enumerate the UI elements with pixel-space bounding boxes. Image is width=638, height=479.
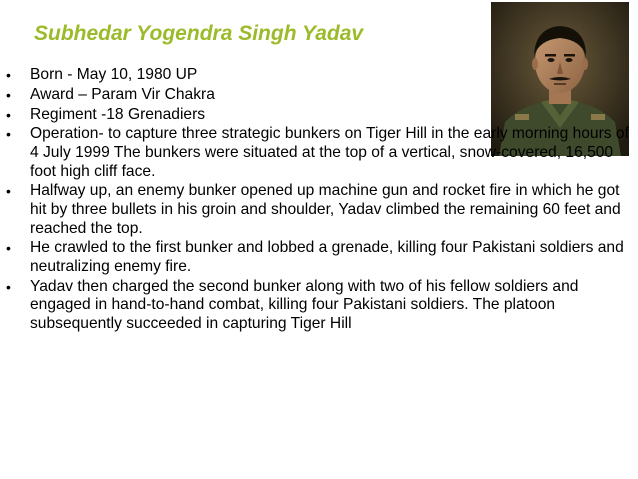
bullet-marker: • (6, 106, 11, 123)
bullet-text: Operation- to capture three strategic bunkers on Tiger Hill in the early morning hours of 4 July 1999 The bunkers were situated at the top of a vertical, snow-covered, 16,500 foot high cliff face. (30, 125, 629, 180)
bullet-item-halfway (0, 182, 638, 238)
bullet-text: He crawled to the first bunker and lobbed a grenade, killing four Pakistani soldiers and neutralizing enemy fire. (30, 239, 624, 275)
bullet-item-award (0, 86, 638, 105)
bullet-text: Halfway up, an enemy bunker opened up machine gun and rocket fire in which he got hit by three bullets in his groin and shoulder, Yadav climbed the remaining 60 feet and reached the top. (30, 182, 621, 237)
bullet-marker: • (6, 183, 11, 200)
bullet-marker: • (6, 126, 11, 143)
bullet-item-born (0, 66, 638, 85)
bullet-marker: • (6, 86, 11, 103)
bullet-item-regiment (0, 106, 638, 125)
bullet-marker: • (6, 278, 11, 295)
bullet-text: Award – Param Vir Chakra (30, 85, 215, 103)
bullet-text: Yadav then charged the second bunker along with two of his fellow soldiers and engaged in hand-to-hand combat, killing four Pakistani soldiers. The platoon subsequently succeeded in capturing Tiger Hill (30, 277, 579, 332)
bullet-item-second-bunker (0, 278, 638, 334)
bullet-list (0, 66, 638, 335)
bullet-item-grenade (0, 239, 638, 276)
bullet-text: Regiment -18 Grenadiers (30, 105, 206, 123)
slide-title: Subhedar Yogendra Singh Yadav (34, 22, 364, 45)
bullet-marker: • (6, 67, 11, 83)
bullet-text: Born - May 10, 1980 UP (30, 66, 198, 83)
bullet-item-operation (0, 125, 638, 181)
bullet-marker: • (6, 240, 11, 257)
